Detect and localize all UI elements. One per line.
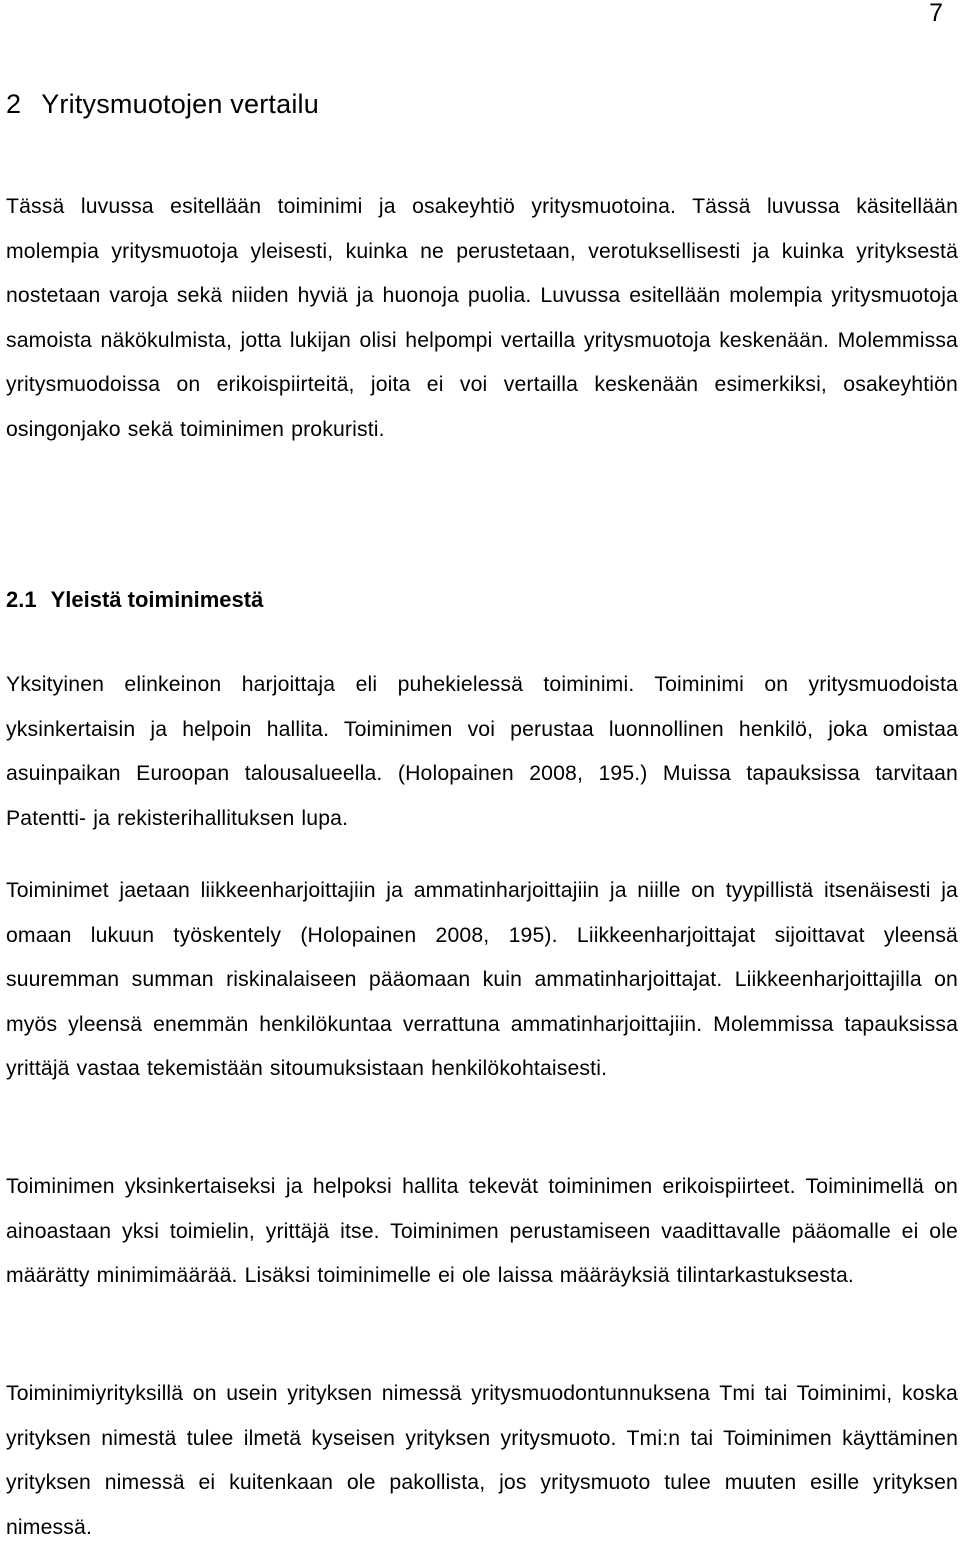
section-title: Yleistä toiminimestä <box>50 587 264 612</box>
section-number: 2.1 <box>6 587 37 612</box>
page-number: 7 <box>929 0 943 27</box>
section-heading <box>6 585 263 615</box>
section-paragraph-1: Yksityinen elinkeinon harjoittaja eli puhekielessä toiminimi. Toiminimi on yritysmuodoista yksinkertaisin ja helpoin hallita. Toiminimen voi perustaa luonnollinen henkilö, joka omistaa asuinpaikan Euroopan talousalueella. (Holopainen 2008, 195.) Muissa tapauksissa tarvitaan Patentti- ja rekisterihallituksen lupa. <box>6 673 958 830</box>
section-paragraph-4: Toiminimiyrityksillä on usein yrityksen nimessä yritysmuodontunnuksena Tmi tai Toiminimi, koska yrityksen nimestä tulee ilmetä kyseisen yrityksen yritysmuoto. Tmi:n tai Toiminimen käyttäminen yrityksen nimessä ei kuitenkaan ole pakollista, jos yritysmuoto tulee muuten esille yrityksen nimessä. <box>6 1382 958 1539</box>
chapter-title: Yritysmuotojen vertailu <box>41 89 319 119</box>
chapter-number: 2 <box>6 89 22 119</box>
chapter-intro-paragraph: Tässä luvussa esitellään toiminimi ja osakeyhtiö yritysmuotoina. Tässä luvussa käsitellään molempia yritysmuotoja yleisesti, kuinka ne perustetaan, verotuksellisesti ja kuinka yrityksestä nostetaan varoja sekä niiden hyviä ja huonoja puolia. Luvussa esitellään molempia yritysmuotoja samoista näkökulmista, jotta lukijan olisi helpompi vertailla yritysmuotoja keskenään. Molemmissa yritysmuodoissa on erikoispiirteitä, joita ei voi vertailla keskenään esimerkiksi, osakeyhtiön osingonjako sekä toiminimen prokuristi. <box>6 195 958 441</box>
section-paragraph-2: Toiminimet jaetaan liikkeenharjoittajiin ja ammatinharjoittajiin ja niille on tyypillistä itsenäisesti ja omaan lukuun työskentely (Holopainen 2008, 195). Liikkeenharjoittajat sijoittavat yleensä suuremman summan riskinalaiseen pääomaan kuin ammatinharjoittajat. Liikkeenharjoittajilla on myös yleensä enemmän henkilökuntaa verrattuna ammatinharjoittajiin. Molemmissa tapauksissa yrittäjä vastaa tekemistään sitoumuksistaan henkilökohtaisesti. <box>6 879 958 1081</box>
chapter-heading <box>6 86 319 122</box>
section-paragraph-3: Toiminimen yksinkertaiseksi ja helpoksi hallita tekevät toiminimen erikoispiirteet. Toiminimellä on ainoastaan yksi toimielin, yrittäjä itse. Toiminimen perustamiseen vaadittavalle pääomalle ei ole määrätty minimimäärää. Lisäksi toiminimelle ei ole laissa määräyksiä tilintarkastuksesta. <box>6 1175 958 1288</box>
